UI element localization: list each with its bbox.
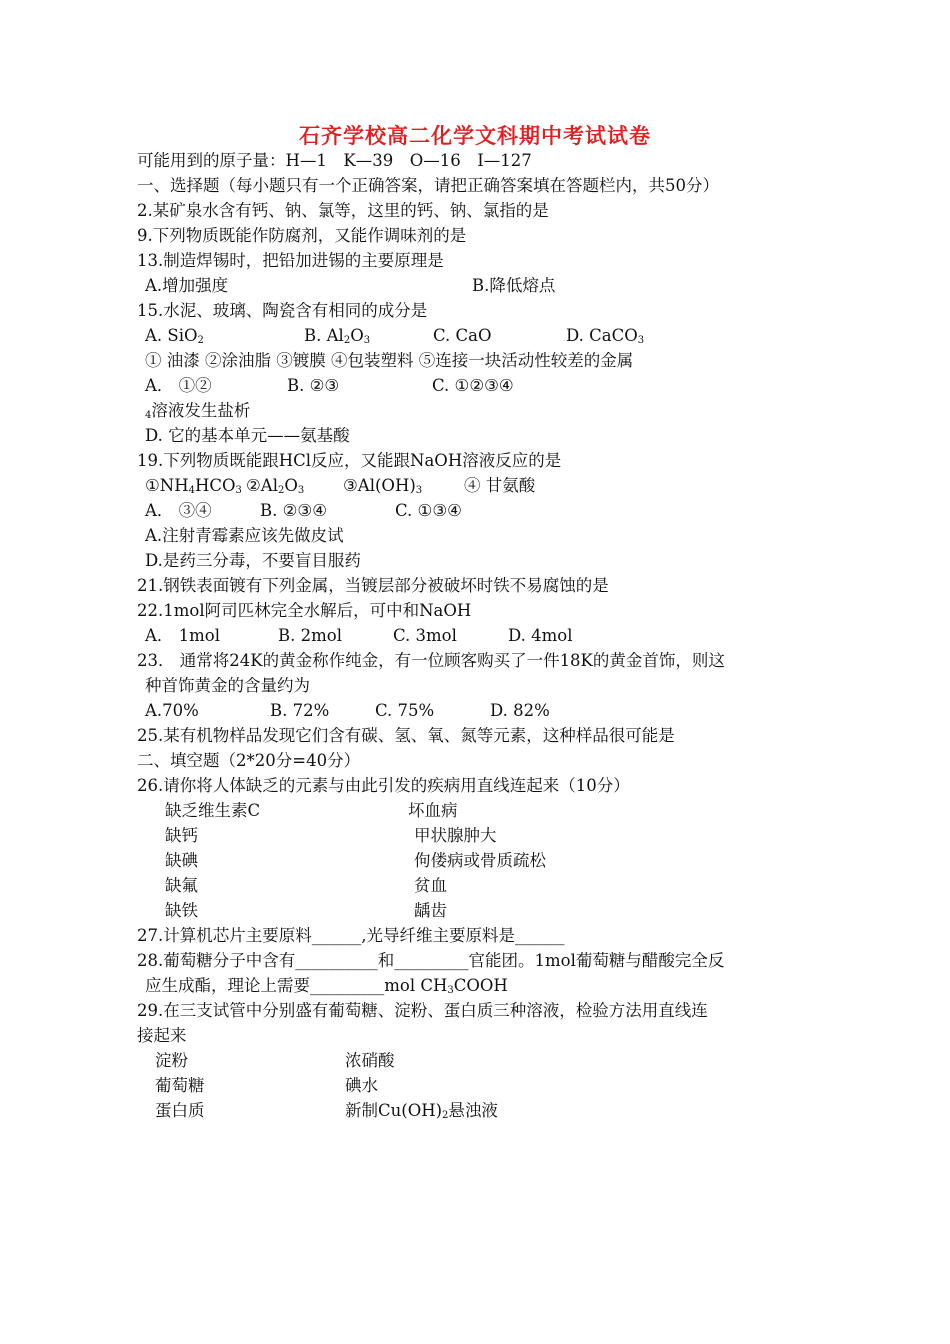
q22-option-a: A． 1mol	[145, 626, 221, 645]
question-15: 15.水泥、玻璃、陶瓷含有相同的成分是	[137, 301, 428, 320]
question-23-cont: 种首饰黄金的含量约为	[145, 676, 310, 695]
q15-option-c: C. CaO	[433, 326, 492, 345]
q22-option-b: B. 2mol	[278, 626, 342, 645]
q19-option-b: B. ②③④	[260, 501, 327, 520]
rust-prevention-items: ① 油漆 ②涂油脂 ③镀膜 ④包装塑料 ⑤连接一块活动性较差的金属	[145, 351, 634, 370]
disease-anemia: 贫血	[414, 876, 447, 895]
reagent-copper-hydroxide: 新制$Cu(OH)_2$悬浊液	[345, 1101, 498, 1121]
question-19: 19.下列物质既能跟HCl反应，又能跟NaOH溶液反应的是	[137, 451, 562, 470]
deficiency-calcium: 缺钙	[165, 826, 198, 845]
rust-option-b: B. ②③	[287, 376, 340, 395]
q23-option-d: D. 82%	[490, 701, 550, 720]
q15-option-b: B. $Al_2O_3$	[304, 326, 371, 346]
rust-option-a: A． ①②	[145, 376, 212, 395]
question-28-cont: 应生成酯，理论上需要_________mol $CH_3COOH$	[145, 976, 508, 996]
atomic-masses-line: 可能用到的原子量：H—1 K—39 O—16 I—127	[137, 151, 532, 170]
deficiency-fluorine: 缺氟	[165, 876, 198, 895]
medicine-option-a: A.注射青霉素应该先做皮试	[145, 526, 344, 545]
question-21: 21.钢铁表面镀有下列金属，当镀层部分被破坏时铁不易腐蚀的是	[137, 576, 609, 595]
disease-rickets: 佝偻病或骨质疏松	[414, 851, 546, 870]
q23-option-c: C. 75%	[375, 701, 435, 720]
page-title: 石齐学校高二化学文科期中考试试卷	[299, 123, 651, 148]
protein-option-d: D. 它的基本单元——氨基酸	[145, 426, 350, 445]
medicine-option-d: D.是药三分毒，不要盲目服药	[145, 551, 361, 570]
q13-option-b: B.降低熔点	[472, 276, 556, 295]
q19-option-c: C. ①③④	[395, 501, 462, 520]
reagent-iodine-water: 碘水	[345, 1076, 378, 1095]
q23-option-b: B. 72%	[270, 701, 330, 720]
q15-option-a: A. SiO$_2$	[145, 326, 204, 346]
question-29-cont: 接起来	[137, 1026, 187, 1045]
rust-option-c: C. ①②③④	[432, 376, 514, 395]
question-25: 25.某有机物样品发现它们含有碳、氢、氧、氮等元素，这种样品很可能是	[137, 726, 675, 745]
deficiency-iodine: 缺碘	[165, 851, 198, 870]
section-two-heading: 二、填空题（2*20分=40分）	[137, 751, 361, 770]
disease-goiter: 甲状腺肿大	[414, 826, 497, 845]
question-26: 26.请你将人体缺乏的元素与由此引发的疾病用直线连起来（10分）	[137, 776, 630, 795]
q23-option-a: A.70%	[145, 701, 199, 720]
q13-option-a: A.增加强度	[145, 276, 229, 295]
question-13: 13.制造焊锡时，把铅加进锡的主要原理是	[137, 251, 444, 270]
salting-out-line: $_4$溶液发生盐析	[145, 401, 251, 421]
q15-option-d: D. CaCO$_3$	[566, 326, 645, 346]
disease-dental-caries: 龋齿	[414, 901, 447, 920]
reagent-nitric-acid: 浓硝酸	[345, 1051, 395, 1070]
question-2: 2.某矿泉水含有钙、钠、氯等，这里的钙、钠、氯指的是	[137, 201, 549, 220]
q19-item-3: $③Al(OH)_3$	[343, 476, 423, 496]
q19-item-1: $①NH_4HCO_3$	[145, 476, 242, 496]
question-28: 28.葡萄糖分子中含有__________和_________官能团。1mol葡萄糖与醋酸完全反	[137, 951, 725, 970]
deficiency-iron: 缺铁	[165, 901, 198, 920]
question-22: 22.1mol阿司匹林完全水解后，可中和NaOH	[137, 601, 472, 620]
question-27: 27.计算机芯片主要原料______,光导纤维主要原料是______	[137, 926, 565, 945]
q19-item-2: $②Al_2O_3$	[246, 476, 305, 496]
question-29: 29.在三支试管中分别盛有葡萄糖、淀粉、蛋白质三种溶液，检验方法用直线连	[137, 1001, 708, 1020]
q22-option-d: D. 4mol	[508, 626, 573, 645]
q19-option-a: A． ③④	[145, 501, 212, 520]
q22-option-c: C. 3mol	[393, 626, 457, 645]
deficiency-vitamin-c: 缺乏维生素C	[165, 801, 261, 820]
question-9: 9.下列物质既能作防腐剂，又能作调味剂的是	[137, 226, 467, 245]
q19-item-4: ④ 甘氨酸	[464, 476, 536, 495]
solution-protein: 蛋白质	[155, 1101, 205, 1120]
solution-starch: 淀粉	[155, 1051, 188, 1070]
question-23: 23． 通常将24K的黄金称作纯金，有一位顾客购买了一件18K的黄金首饰，则这	[137, 651, 725, 670]
disease-scurvy: 坏血病	[408, 801, 458, 820]
solution-glucose: 葡萄糖	[155, 1076, 205, 1095]
section-one-heading: 一、选择题（每小题只有一个正确答案，请把正确答案填在答题栏内，共50分）	[137, 176, 719, 195]
